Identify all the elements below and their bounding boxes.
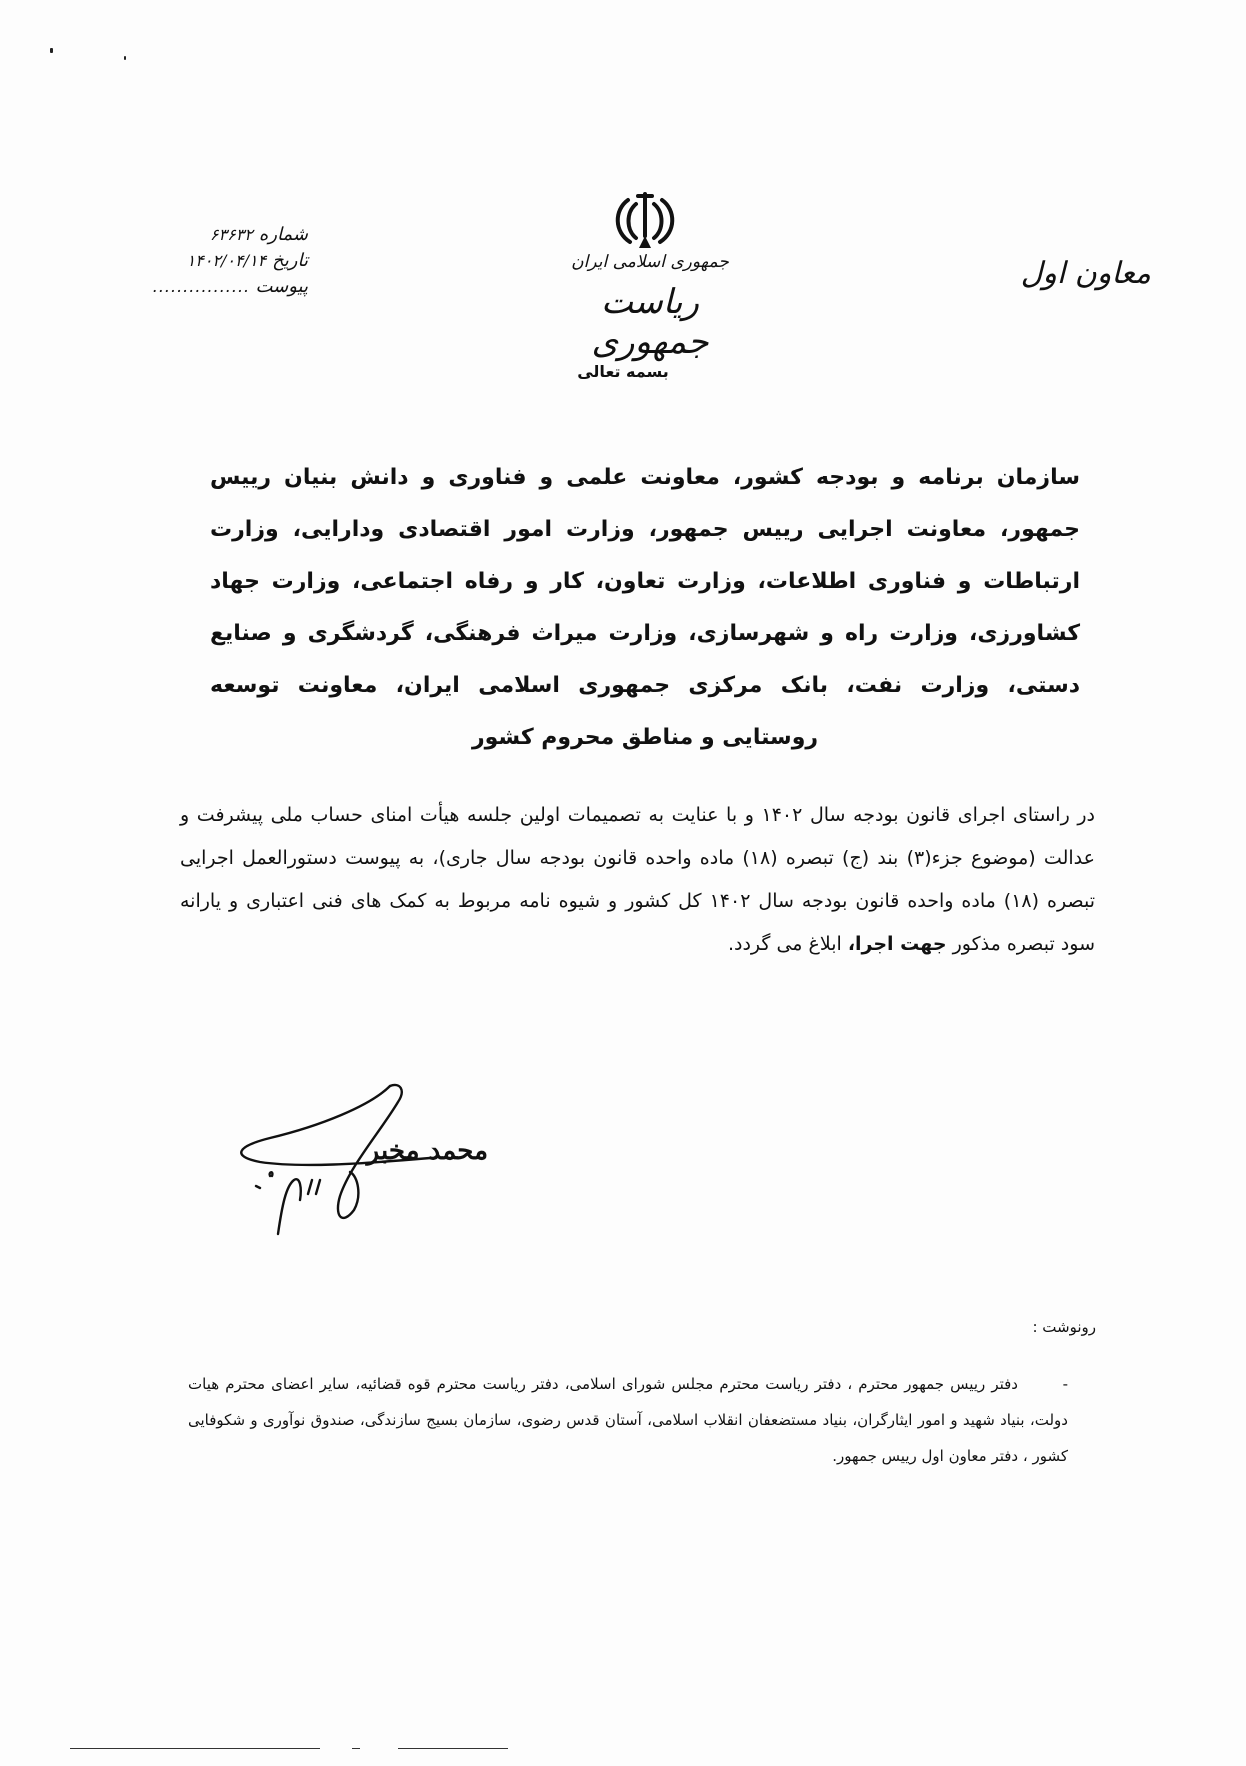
letter-number-label: شماره (258, 224, 308, 245)
addressees-block: سازمان برنامه و بودجه کشور، معاونت علمی و فناوری و دانش بنیان رییس جمهور، معاونت اجرایی رییس جمهور، وزارت امور اقتصادی ودارایی، وزارت ارتباطات و فناوری اطلاعات، وزارت تعاون، کار و رفاه اجتماعی، وزارت جهاد کشاورزی، وزارت راه و شهرسازی، وزارت میراث فرهنگی، گردشگری و صنایع دستی، وزارت نفت، بانک مرکزی جمهوری اسلامی ایران، معاونت توسعه روستایی و مناطق محروم کشور (210, 465, 1080, 750)
letter-number-row (118, 222, 308, 248)
body-text-part2: ابلاغ می گردد. (727, 933, 842, 955)
presidency-logotype: ریاست جمهوری (591, 282, 709, 362)
footer-rule (352, 1748, 360, 1749)
emblem-caption: جمهوری اسلامی ایران (571, 252, 729, 272)
handwritten-signature-icon (230, 1076, 530, 1266)
letter-attachment-row (118, 274, 308, 300)
signatory-name: محمد مخبر (366, 1136, 488, 1166)
letter-date-label: تاریخ (272, 250, 308, 271)
scan-speck (50, 48, 53, 53)
office-title: معاون اول (1020, 256, 1151, 291)
letter-attachment-value: ................ (152, 277, 250, 296)
letter-attachment-label: پیوست (255, 276, 308, 297)
footer-rule (70, 1748, 320, 1749)
letter-date-row (118, 248, 308, 274)
letter-date-value: ۱۴۰۲/۰۴/۱۴ (186, 251, 267, 270)
letter-meta (118, 222, 308, 300)
footer-rule (398, 1748, 508, 1749)
cc-label: رونوشت : (1032, 1318, 1096, 1336)
scan-speck (124, 56, 126, 60)
letter-number-value: ۶۳۶۳۲ (209, 225, 253, 244)
body-text-part1: در راستای اجرای قانون بودجه سال ۱۴۰۲ و با عنایت به تصمیمات اولین جلسه هیأت امنای حساب ملی پیشرفت و عدالت (موضوع جزء(۳) بند (ج) تبصره (۱۸) ماده واحده قانون بودجه سال جاری)، به پیوست دستورالعمل اجرایی تبصره (۱۸) ماده واحده قانون بودجه سال ۱۴۰۲ کل کشور و شیوه نامه مربوط به کمک های فنی اعتباری و یارانه سود تبصره مذکور (180, 804, 1095, 955)
cc-bullet: - (1062, 1375, 1068, 1393)
body-emphasis: جهت اجرا، (847, 933, 947, 955)
letter-body (180, 794, 1095, 966)
cc-recipients (188, 1366, 1068, 1474)
iran-emblem-icon (608, 190, 682, 254)
cc-recipients-text: دفتر رییس جمهور محترم ، دفتر ریاست محترم مجلس شورای اسلامی، دفتر ریاست محترم قوه قضائیه، سایر اعضای محترم هیات دولت، بنیاد شهید و امور ایثارگران، بنیاد مستضعفان انقلاب اسلامی، آستان قدس رضوی، سازمان بسیج سازندگی، صندوق نوآوری و شکوفایی کشور ، دفتر معاون اول رییس جمهور. (188, 1375, 1068, 1465)
bismillah-heading: بسمه تعالی (577, 362, 669, 381)
